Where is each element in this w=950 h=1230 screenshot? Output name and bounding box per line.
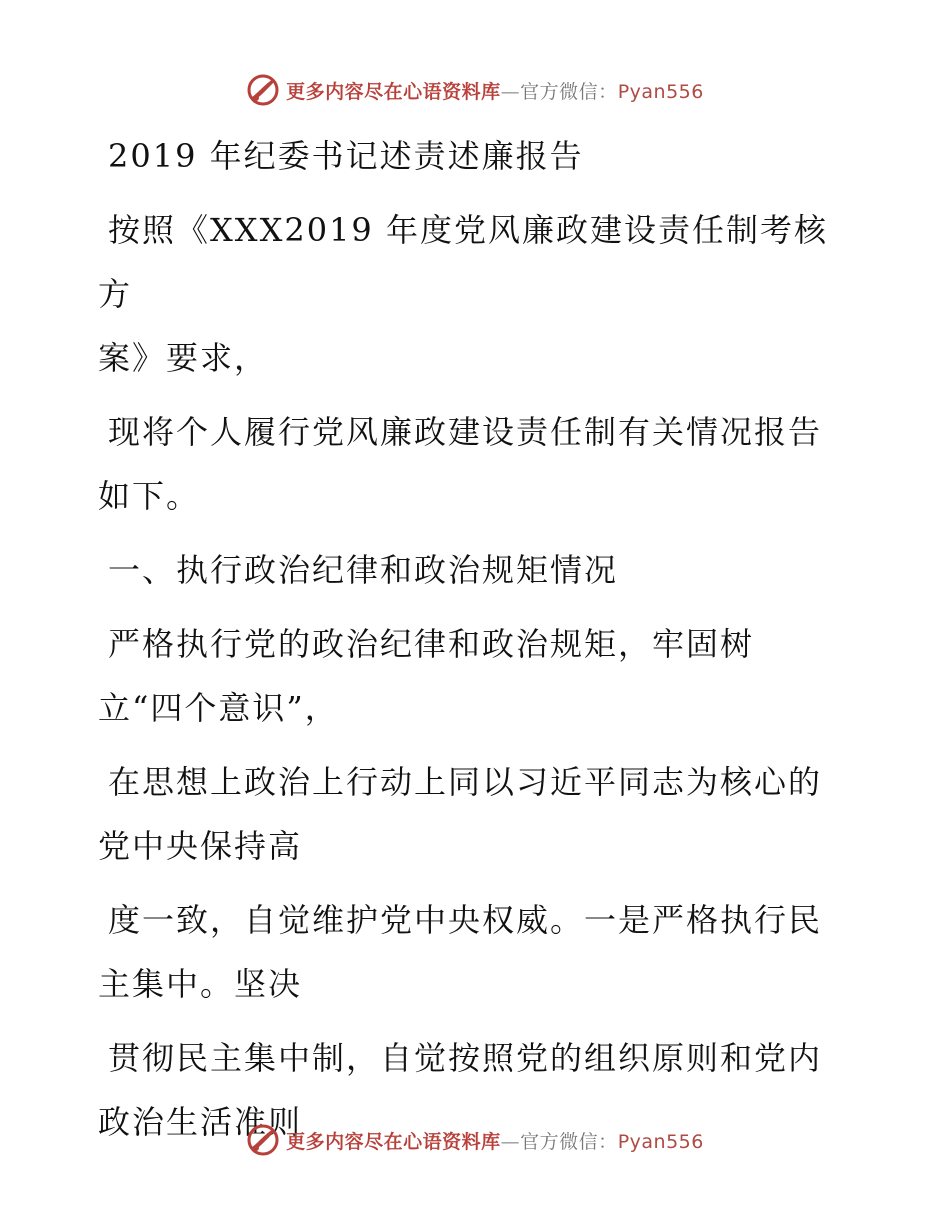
ink-brush-logo-icon [246, 73, 280, 107]
paragraph-5 [98, 888, 838, 1016]
section-heading [98, 538, 838, 602]
paragraph-line: 立“四个意识”， [98, 689, 339, 727]
watermark-main-text: 更多内容尽在心语资料库 [286, 80, 501, 103]
document-body [98, 124, 838, 1164]
paragraph-line: 现将个人履行党风廉政建设责任制有关情况报告 [108, 413, 823, 451]
watermark-separator: — [500, 80, 521, 103]
paragraph-line: 党中央保持高 [98, 827, 303, 865]
section-heading-text: 一、执行政治纪律和政治规矩情况 [108, 551, 619, 589]
ink-brush-logo-icon [246, 1123, 280, 1157]
paragraph-line: 政治生活准则 [98, 1103, 303, 1141]
paragraph-2 [98, 400, 838, 528]
paragraph-4 [98, 750, 838, 878]
paragraph-line: 案》要求， [98, 339, 269, 377]
watermark-wechat-id: Pyan556 [617, 1130, 704, 1153]
watermark-main-text: 更多内容尽在心语资料库 [286, 1130, 501, 1153]
paragraph-line: 按照《XXX2019 年度党风廉政建设责任制考核方 [98, 211, 828, 313]
paragraph-line: 在思想上政治上行动上同以习近平同志为核心的 [108, 763, 823, 801]
header-watermark [0, 70, 950, 110]
footer-watermark [0, 1120, 950, 1160]
document-title-text: 2019 年纪委书记述责述廉报告 [108, 137, 584, 175]
watermark-wechat-id: Pyan556 [617, 80, 704, 103]
paragraph-1 [98, 198, 838, 390]
paragraph-line: 度一致，自觉维护党中央权威。一是严格执行民 [108, 901, 823, 939]
paragraph-line: 如下。 [98, 477, 201, 515]
watermark-label: 官方微信： [520, 1130, 618, 1153]
watermark-text [286, 77, 704, 104]
document-title [98, 124, 838, 188]
watermark-text [286, 1127, 704, 1154]
paragraph-line: 严格执行党的政治纪律和政治规矩，牢固树 [108, 625, 755, 663]
watermark-separator: — [500, 1130, 521, 1153]
watermark-label: 官方微信： [520, 80, 618, 103]
paragraph-3 [98, 612, 838, 740]
paragraph-line: 主集中。坚决 [98, 965, 303, 1003]
paragraph-line: 贯彻民主集中制，自觉按照党的组织原则和党内 [108, 1039, 823, 1077]
